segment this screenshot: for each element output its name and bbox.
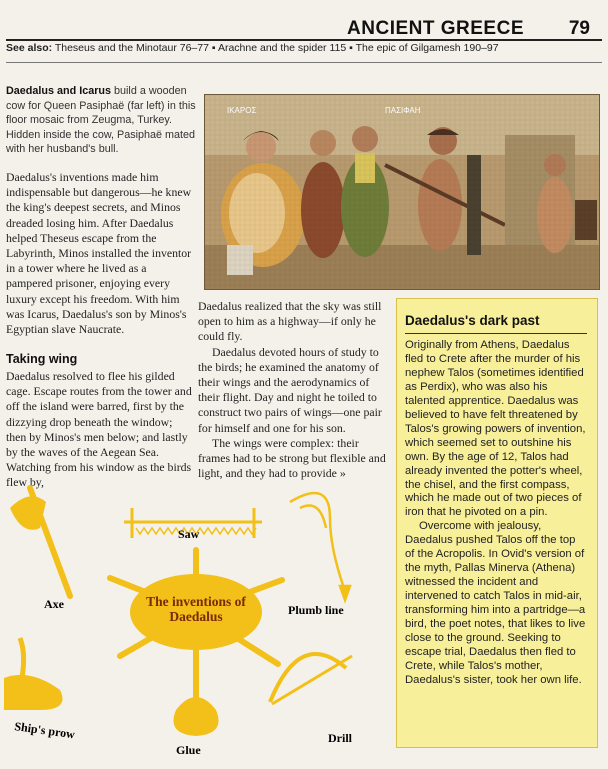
sidebar-box — [396, 298, 598, 748]
diagram-label-axe: Axe — [44, 597, 64, 611]
sidebar-rule — [405, 333, 587, 334]
page-number: 79 — [568, 18, 590, 39]
caption-lead: Daedalus and Icarus — [6, 85, 112, 97]
body-paragraph-1: Daedalus's inventions made him indispensable but dangerous—he knew the king's deepest secrets, and Minos dreaded losing him. After Daedalus helped Theseus escape from the Labyrinth, Minos installed the inventor in a tower where he lived as a pampered prisoner, enjoying every luxury except his freedom. With him was Icarus, Daedalus's son by Minos's Egyptian slave Naucrate. — [6, 170, 192, 337]
plumb-line-icon — [290, 493, 350, 600]
sidebar-paragraph-2: Overcome with jealousy, Daedalus pushed Talos off the top of the Acropolis. In Ovid's version of the myth, Pallas Minerva (Athena) witnessed the incident and intervened to catch Talos in mid-air, transforming him into a partridge—a bird, the poet notes, that likes to live close to the ground. Seeking to escape trial, Daedalus then fled to Crete, while Talos's mother, Daedalus's sister, took her own life. — [405, 520, 586, 686]
image-caption — [6, 84, 202, 157]
subheading-taking-wing: Taking wing — [6, 352, 78, 366]
diagram-label-ships-prow: Ship's prow — [13, 719, 76, 742]
bullet-separator: ▪ — [211, 42, 216, 54]
diagram-label-saw: Saw — [178, 527, 200, 541]
diagram-label-drill: Drill — [328, 731, 352, 745]
glue-icon — [174, 697, 219, 736]
axe-icon — [10, 488, 70, 596]
body-paragraph-2: Daedalus resolved to flee his gilded cage. Escape routes from the tower and off the island were barred, first by the dizzying drop beneath the window; then by Minos's men below; and lastly by the waves of the Aegean Sea. Watching from his window as the birds flew by, — [6, 369, 192, 490]
zeugma-mosaic-image — [204, 94, 600, 290]
ships-prow-icon — [4, 638, 63, 710]
diagram-center-title: The inventions of Daedalus — [146, 594, 246, 624]
see-also-label: See also: — [6, 42, 53, 54]
body-paragraph-3: Daedalus realized that the sky was still open to him as a highway—if only he could fly. — [198, 299, 382, 344]
see-also-item[interactable]: The epic of Gilgamesh 190–97 — [355, 42, 499, 54]
sidebar-body — [405, 339, 587, 688]
sidebar-paragraph-1: Originally from Athens, Daedalus fled to Crete after the murder of his nephew Talos (sometimes identified as Perdix), who was also his talented apprentice. Daedalus was believed to have felt threatened by Talos's growing powers of invention, which seemed set to outshine his own. By the age of 12, Talos had already invented the potter's wheel, the chisel, and the first compass, which he made out of two pieces of iron that he pivoted on a pin. — [405, 339, 586, 519]
section-title: ANCIENT GREECE — [347, 18, 524, 39]
see-also-line — [6, 42, 596, 54]
caption-text: build a wooden cow for Queen Pasiphaë (far left) in this floor mosaic from Zeugma, Turkey. Hidden inside the cow, Pasiphaë mated with her husband's bull. — [6, 85, 196, 155]
inventions-diagram — [0, 478, 396, 764]
diagram-label-glue: Glue — [176, 743, 201, 757]
body-paragraph-4: Daedalus devoted hours of study to the birds; he examined the anatomy of their wings and the aerodynamics of their flight. Day and night he toiled to construct two pairs of wings—one pair for himself and one for his son. — [198, 344, 382, 435]
bullet-separator: ▪ — [349, 42, 353, 54]
diagram-label-plumb-line: Plumb line — [288, 603, 344, 617]
body-column-middle — [198, 299, 388, 481]
sidebar-title: Daedalus's dark past — [405, 313, 540, 328]
see-also-rule — [6, 62, 602, 63]
see-also-item[interactable]: Arachne and the spider 115 — [217, 42, 347, 54]
header-rule — [6, 39, 602, 41]
see-also-item[interactable]: Theseus and the Minotaur 76–77 — [54, 42, 209, 54]
drill-icon — [270, 654, 352, 704]
body-paragraph-5: The wings were complex: their frames had to be strong but flexible and light, and they had to provide » — [198, 435, 386, 481]
